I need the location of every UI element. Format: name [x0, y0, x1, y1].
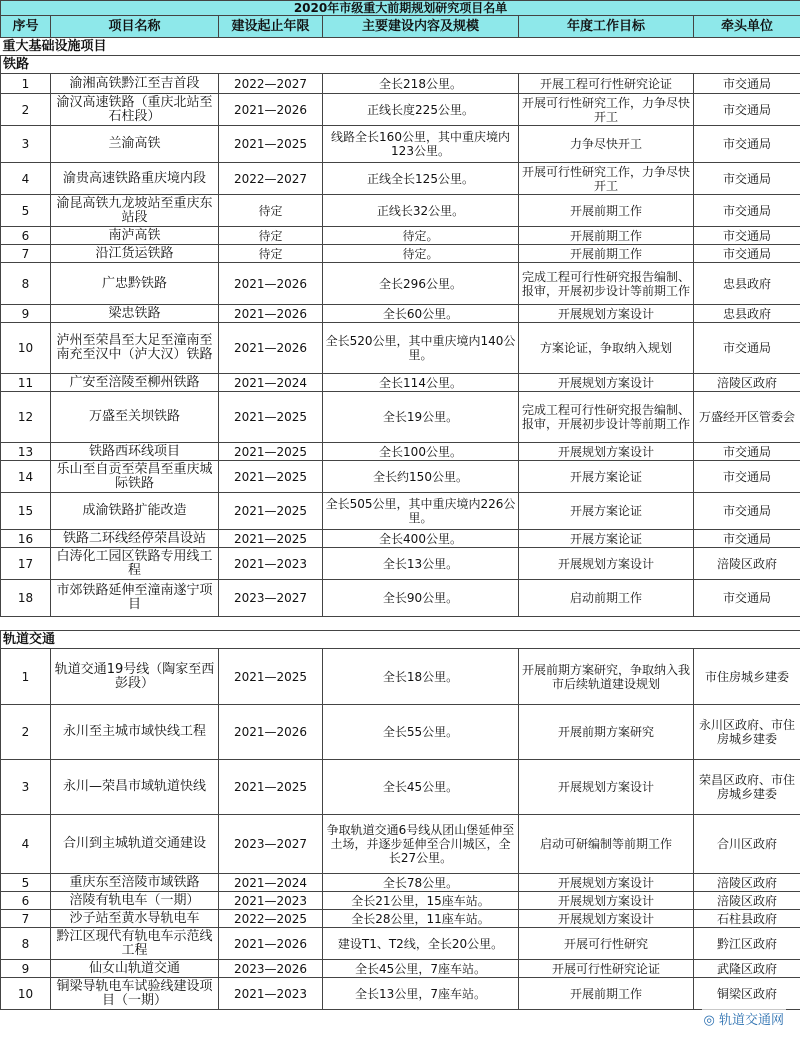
- cell-lead-unit: 市交通局: [694, 443, 800, 461]
- cell-lead-unit: 市交通局: [694, 493, 800, 530]
- cell-goal: 开展可行性研究工作，力争尽快开工: [519, 94, 694, 126]
- cell-project-name: 沿江货运铁路: [51, 245, 219, 263]
- cell-goal: 开展规划方案设计: [519, 443, 694, 461]
- cell-index: 4: [1, 163, 51, 195]
- cell-years: 2021—2026: [219, 928, 323, 960]
- group-gap: [1, 617, 800, 631]
- cell-project-name: 铜梁导轨电车试验线建设项目（一期）: [51, 978, 219, 1010]
- cell-lead-unit: 武隆区政府: [694, 960, 800, 978]
- cell-lead-unit: 市交通局: [694, 323, 800, 374]
- cell-index: 10: [1, 323, 51, 374]
- cell-goal: 开展规划方案设计: [519, 374, 694, 392]
- cell-index: 1: [1, 649, 51, 705]
- cell-content: 待定。: [323, 227, 519, 245]
- header-project-name: 项目名称: [51, 16, 219, 38]
- table-row: [1, 263, 800, 305]
- header-years: 建设起止年限: [219, 16, 323, 38]
- cell-years: 2021—2025: [219, 443, 323, 461]
- cell-years: 2021—2025: [219, 649, 323, 705]
- cell-goal: 开展前期方案研究: [519, 705, 694, 760]
- cell-project-name: 市郊铁路延伸至潼南遂宁项目: [51, 580, 219, 617]
- table-row: [1, 126, 800, 163]
- cell-index: 3: [1, 126, 51, 163]
- table-row: [1, 374, 800, 392]
- cell-index: 13: [1, 443, 51, 461]
- cell-goal: 开展规划方案设计: [519, 760, 694, 815]
- cell-years: 2021—2025: [219, 461, 323, 493]
- cell-lead-unit: 涪陵区政府: [694, 892, 800, 910]
- cell-lead-unit: 涪陵区政府: [694, 874, 800, 892]
- cell-lead-unit: 荣昌区政府、市住房城乡建委: [694, 760, 800, 815]
- cell-content: 全长45公里。: [323, 760, 519, 815]
- cell-years: 2021—2026: [219, 305, 323, 323]
- cell-lead-unit: 涪陵区政府: [694, 374, 800, 392]
- cell-project-name: 涪陵有轨电车（一期）: [51, 892, 219, 910]
- cell-years: 待定: [219, 227, 323, 245]
- cell-lead-unit: 市交通局: [694, 580, 800, 617]
- cell-project-name: 重庆东至涪陵市域铁路: [51, 874, 219, 892]
- cell-index: 8: [1, 263, 51, 305]
- cell-goal: 力争尽快开工: [519, 126, 694, 163]
- cell-index: 5: [1, 874, 51, 892]
- cell-content: 建设T1、T2线，全长20公里。: [323, 928, 519, 960]
- cell-goal: 方案论证，争取纳入规划: [519, 323, 694, 374]
- cell-content: 全长218公里。: [323, 74, 519, 94]
- cell-project-name: 铁路二环线经停荣昌设站: [51, 530, 219, 548]
- header-index: 序号: [1, 16, 51, 38]
- cell-content: 全长约150公里。: [323, 461, 519, 493]
- cell-index: 6: [1, 892, 51, 910]
- cell-project-name: 梁忠铁路: [51, 305, 219, 323]
- cell-project-name: 轨道交通19号线（陶家至西彭段）: [51, 649, 219, 705]
- watermark-text: 轨道交通网: [718, 1013, 784, 1028]
- cell-years: 2021—2025: [219, 126, 323, 163]
- table-row: [1, 323, 800, 374]
- table-row: [1, 815, 800, 874]
- cell-goal: 开展规划方案设计: [519, 910, 694, 928]
- table-row: [1, 163, 800, 195]
- cell-content: 全长400公里。: [323, 530, 519, 548]
- cell-index: 2: [1, 94, 51, 126]
- cell-content: 全长296公里。: [323, 263, 519, 305]
- section-title: 重大基础设施项目: [1, 38, 800, 56]
- cell-goal: 开展工程可行性研究论证: [519, 74, 694, 94]
- cell-lead-unit: 忠县政府: [694, 305, 800, 323]
- cell-goal: 开展可行性研究论证: [519, 960, 694, 978]
- cell-years: 2021—2023: [219, 978, 323, 1010]
- cell-lead-unit: 石柱县政府: [694, 910, 800, 928]
- cell-years: 待定: [219, 245, 323, 263]
- cell-content: 线路全长160公里，其中重庆境内123公里。: [323, 126, 519, 163]
- cell-index: 17: [1, 548, 51, 580]
- cell-project-name: 成渝铁路扩能改造: [51, 493, 219, 530]
- table-row: [1, 195, 800, 227]
- cell-project-name: 合川到主城轨道交通建设: [51, 815, 219, 874]
- cell-years: 2022—2027: [219, 163, 323, 195]
- cell-years: 2021—2023: [219, 892, 323, 910]
- header-goal: 年度工作目标: [519, 16, 694, 38]
- cell-content: 全长90公里。: [323, 580, 519, 617]
- cell-lead-unit: 铜梁区政府: [694, 978, 800, 1010]
- cell-goal: 开展前期工作: [519, 195, 694, 227]
- table-row: [1, 305, 800, 323]
- cell-project-name: 永川至主城市域快线工程: [51, 705, 219, 760]
- cell-lead-unit: 市交通局: [694, 74, 800, 94]
- cell-project-name: 渝汉高速铁路（重庆北站至石柱段）: [51, 94, 219, 126]
- cell-lead-unit: 忠县政府: [694, 263, 800, 305]
- cell-years: 2021—2026: [219, 705, 323, 760]
- table-row: [1, 960, 800, 978]
- cell-content: 正线长度225公里。: [323, 94, 519, 126]
- cell-project-name: 广安至涪陵至柳州铁路: [51, 374, 219, 392]
- cell-lead-unit: 市交通局: [694, 245, 800, 263]
- cell-years: 待定: [219, 195, 323, 227]
- group-title: 轨道交通: [1, 631, 800, 649]
- cell-index: 14: [1, 461, 51, 493]
- cell-index: 5: [1, 195, 51, 227]
- cell-index: 7: [1, 245, 51, 263]
- cell-years: 2021—2024: [219, 374, 323, 392]
- cell-years: 2021—2025: [219, 392, 323, 443]
- cell-index: 8: [1, 928, 51, 960]
- table-row: [1, 227, 800, 245]
- cell-years: 2021—2023: [219, 548, 323, 580]
- table-row: [1, 530, 800, 548]
- cell-project-name: 泸州至荣昌至大足至潼南至南充至汉中（泸大汉）铁路: [51, 323, 219, 374]
- table-row: [1, 928, 800, 960]
- cell-lead-unit: 市交通局: [694, 461, 800, 493]
- watermark: [702, 1009, 787, 1028]
- table-row: [1, 245, 800, 263]
- cell-goal: 开展规划方案设计: [519, 874, 694, 892]
- cell-project-name: 南泸高铁: [51, 227, 219, 245]
- table-row: [1, 461, 800, 493]
- table-row: [1, 548, 800, 580]
- group-row: [1, 631, 800, 649]
- cell-content: 全长13公里，7座车站。: [323, 978, 519, 1010]
- cell-project-name: 铁路西环线项目: [51, 443, 219, 461]
- cell-index: 11: [1, 374, 51, 392]
- cell-project-name: 永川—荣昌市域轨道快线: [51, 760, 219, 815]
- group-row: [1, 56, 800, 74]
- cell-content: 正线全长125公里。: [323, 163, 519, 195]
- cell-years: 2021—2026: [219, 94, 323, 126]
- header-lead-unit: 牵头单位: [694, 16, 800, 38]
- wechat-icon: ◎: [703, 1013, 715, 1028]
- gap-cell: [1, 617, 800, 631]
- cell-project-name: 乐山至自贡至荣昌至重庆城际铁路: [51, 461, 219, 493]
- header-content: 主要建设内容及规模: [323, 16, 519, 38]
- cell-content: 全长19公里。: [323, 392, 519, 443]
- cell-index: 7: [1, 910, 51, 928]
- cell-index: 9: [1, 960, 51, 978]
- table-row: [1, 493, 800, 530]
- cell-years: 2021—2025: [219, 760, 323, 815]
- cell-index: 2: [1, 705, 51, 760]
- group-title: 铁路: [1, 56, 800, 74]
- cell-lead-unit: 市交通局: [694, 126, 800, 163]
- cell-content: 全长28公里，11座车站。: [323, 910, 519, 928]
- table-row: [1, 760, 800, 815]
- cell-index: 15: [1, 493, 51, 530]
- cell-project-name: 渝昆高铁九龙坡站至重庆东站段: [51, 195, 219, 227]
- cell-index: 4: [1, 815, 51, 874]
- cell-lead-unit: 永川区政府、市住房城乡建委: [694, 705, 800, 760]
- cell-project-name: 万盛至关坝铁路: [51, 392, 219, 443]
- cell-lead-unit: 市交通局: [694, 195, 800, 227]
- cell-lead-unit: 市交通局: [694, 94, 800, 126]
- cell-index: 6: [1, 227, 51, 245]
- table-row: [1, 978, 800, 1010]
- cell-content: 全长21公里，15座车站。: [323, 892, 519, 910]
- cell-content: 全长100公里。: [323, 443, 519, 461]
- cell-content: 全长60公里。: [323, 305, 519, 323]
- cell-project-name: 黔江区现代有轨电车示范线工程: [51, 928, 219, 960]
- cell-years: 2021—2025: [219, 493, 323, 530]
- cell-years: 2022—2025: [219, 910, 323, 928]
- cell-goal: 开展可行性研究: [519, 928, 694, 960]
- cell-goal: 开展前期工作: [519, 978, 694, 1010]
- cell-years: 2021—2026: [219, 323, 323, 374]
- table-row: [1, 392, 800, 443]
- cell-lead-unit: 市交通局: [694, 530, 800, 548]
- cell-goal: 完成工程可行性研究报告编制、报审，开展初步设计等前期工作: [519, 392, 694, 443]
- cell-lead-unit: 市住房城乡建委: [694, 649, 800, 705]
- cell-goal: 启动前期工作: [519, 580, 694, 617]
- cell-index: 10: [1, 978, 51, 1010]
- cell-lead-unit: 万盛经开区管委会: [694, 392, 800, 443]
- table-title: 2020年市级重大前期规划研究项目名单: [1, 1, 800, 16]
- cell-goal: 开展前期工作: [519, 227, 694, 245]
- cell-content: 待定。: [323, 245, 519, 263]
- cell-index: 9: [1, 305, 51, 323]
- cell-content: 全长78公里。: [323, 874, 519, 892]
- cell-index: 18: [1, 580, 51, 617]
- cell-lead-unit: 涪陵区政府: [694, 548, 800, 580]
- cell-goal: 开展前期工作: [519, 245, 694, 263]
- cell-project-name: 仙女山轨道交通: [51, 960, 219, 978]
- cell-project-name: 兰渝高铁: [51, 126, 219, 163]
- table-row: [1, 580, 800, 617]
- header-row: [1, 16, 800, 38]
- table-row: [1, 443, 800, 461]
- table-row: [1, 649, 800, 705]
- cell-project-name: 广忠黔铁路: [51, 263, 219, 305]
- cell-index: 16: [1, 530, 51, 548]
- cell-index: 3: [1, 760, 51, 815]
- cell-content: 全长520公里，其中重庆境内140公里。: [323, 323, 519, 374]
- cell-content: 争取轨道交通6号线从团山堡延伸至土场，并逐步延伸至合川城区，全长27公里。: [323, 815, 519, 874]
- table-row: [1, 705, 800, 760]
- cell-lead-unit: 市交通局: [694, 227, 800, 245]
- cell-content: 全长114公里。: [323, 374, 519, 392]
- table-row: [1, 910, 800, 928]
- cell-years: 2021—2025: [219, 530, 323, 548]
- cell-lead-unit: 合川区政府: [694, 815, 800, 874]
- cell-goal: 完成工程可行性研究报告编制、报审，开展初步设计等前期工作: [519, 263, 694, 305]
- cell-goal: 开展规划方案设计: [519, 892, 694, 910]
- table-row: [1, 74, 800, 94]
- cell-project-name: 白涛化工园区铁路专用线工程: [51, 548, 219, 580]
- cell-content: 正线长32公里。: [323, 195, 519, 227]
- cell-years: 2022—2027: [219, 74, 323, 94]
- cell-content: 全长18公里。: [323, 649, 519, 705]
- cell-goal: 开展规划方案设计: [519, 548, 694, 580]
- cell-goal: 启动可研编制等前期工作: [519, 815, 694, 874]
- title-row: [1, 1, 800, 16]
- cell-content: 全长45公里，7座车站。: [323, 960, 519, 978]
- cell-years: 2023—2027: [219, 815, 323, 874]
- cell-project-name: 渝贵高速铁路重庆境内段: [51, 163, 219, 195]
- cell-goal: 开展规划方案设计: [519, 305, 694, 323]
- cell-content: 全长55公里。: [323, 705, 519, 760]
- section-row: [1, 38, 800, 56]
- cell-years: 2021—2024: [219, 874, 323, 892]
- cell-goal: 开展方案论证: [519, 493, 694, 530]
- cell-lead-unit: 黔江区政府: [694, 928, 800, 960]
- cell-goal: 开展方案论证: [519, 461, 694, 493]
- table-row: [1, 94, 800, 126]
- cell-index: 12: [1, 392, 51, 443]
- cell-goal: 开展方案论证: [519, 530, 694, 548]
- table-row: [1, 892, 800, 910]
- cell-lead-unit: 市交通局: [694, 163, 800, 195]
- cell-project-name: 沙子站至黄水导轨电车: [51, 910, 219, 928]
- cell-goal: 开展可行性研究工作，力争尽快开工: [519, 163, 694, 195]
- cell-index: 1: [1, 74, 51, 94]
- cell-years: 2023—2027: [219, 580, 323, 617]
- cell-content: 全长505公里，其中重庆境内226公里。: [323, 493, 519, 530]
- cell-years: 2023—2026: [219, 960, 323, 978]
- cell-content: 全长13公里。: [323, 548, 519, 580]
- cell-goal: 开展前期方案研究，争取纳入我市后续轨道建设规划: [519, 649, 694, 705]
- table-row: [1, 874, 800, 892]
- cell-project-name: 渝湘高铁黔江至吉首段: [51, 74, 219, 94]
- cell-years: 2021—2026: [219, 263, 323, 305]
